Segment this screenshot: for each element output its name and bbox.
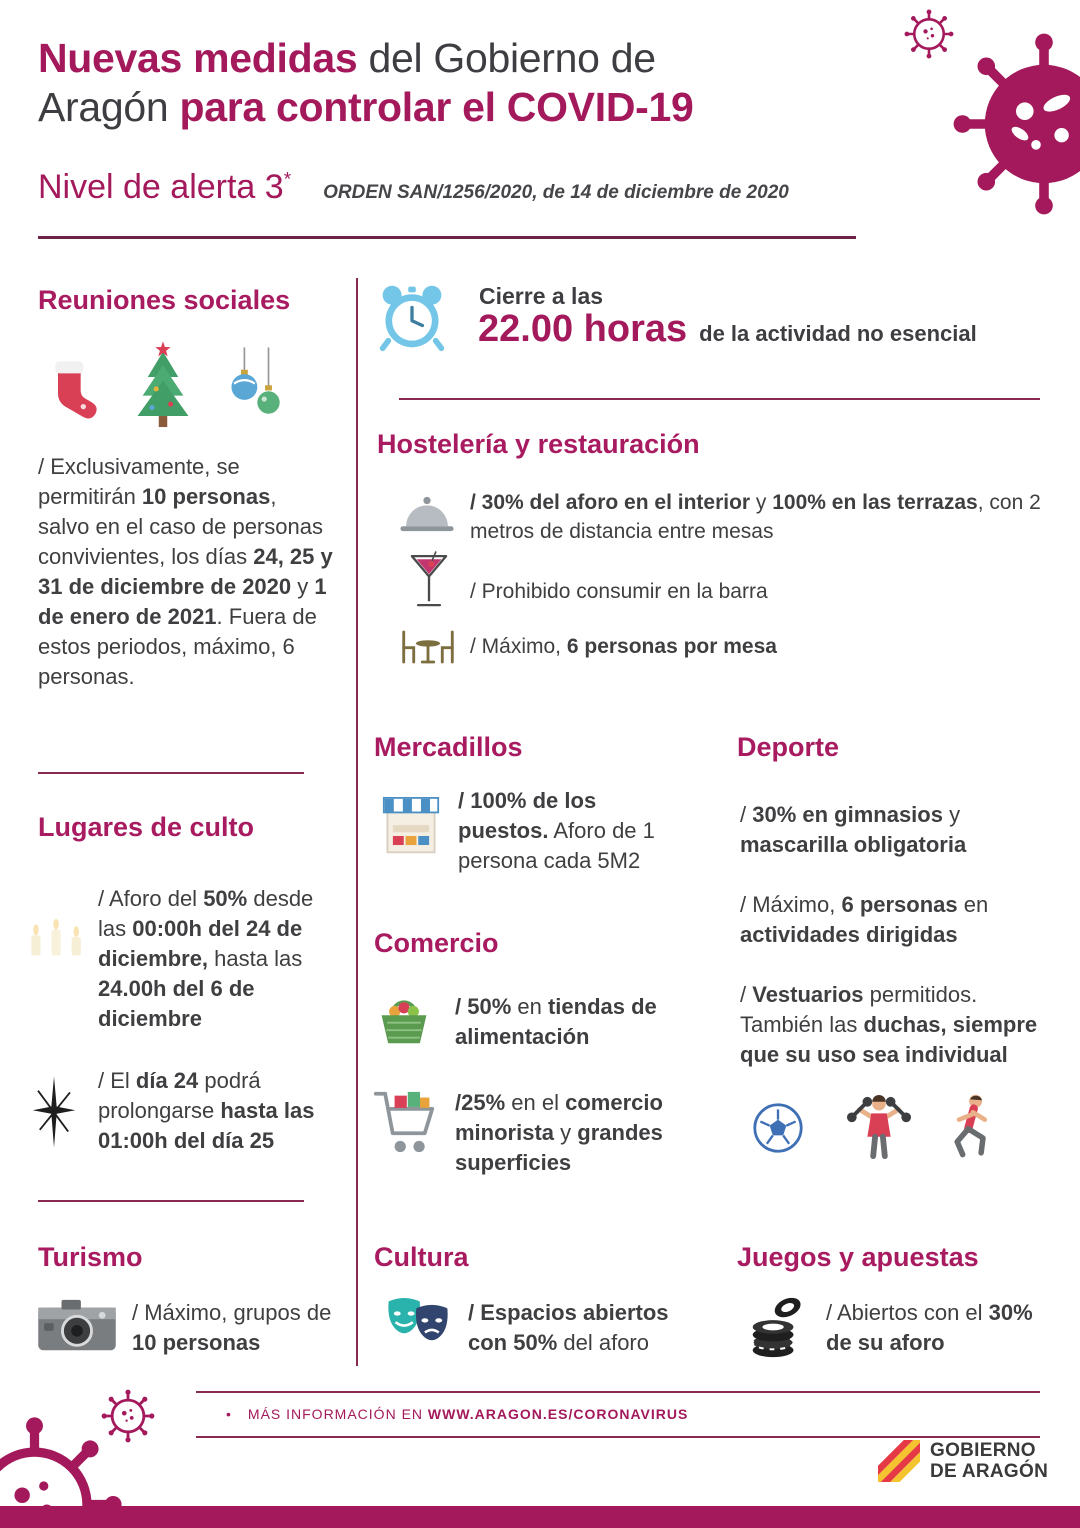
hosteleria-bullet-3: / Máximo, 6 personas por mesa (470, 635, 777, 658)
weightlifting-icon (846, 1092, 912, 1162)
column-divider (356, 278, 358, 1366)
christmas-stocking-icon (42, 345, 98, 431)
mercadillos-heading: Mercadillos (374, 732, 523, 762)
mercadillos-bullet: / 100% de los puestos. Aforo de 1 persona cada 5M2 (458, 788, 655, 873)
footer-info-prefix: MÁS INFORMACIÓN EN (247, 1406, 428, 1422)
food-basket-icon (376, 988, 432, 1050)
title-accent-2: para controlar el COVID-19 (179, 84, 694, 131)
left-divider-1 (38, 772, 304, 774)
table-and-chairs-icon (398, 626, 458, 668)
comercio-bullet-1: / 50% en tiendas de alimentación (455, 994, 657, 1049)
closing-time-suffix: de la actividad no esencial (699, 321, 977, 346)
footer-divider-top (196, 1391, 1040, 1393)
deporte-bullet-1: / 30% en gimnasios y mascarilla obligatoria (740, 802, 967, 857)
aragon-flag-icon (878, 1440, 920, 1482)
star-icon (22, 1072, 86, 1152)
closing-time-row (478, 308, 977, 351)
poker-chips-icon (748, 1292, 804, 1360)
turismo-bullet: / Máximo, grupos de 10 personas (132, 1300, 332, 1355)
footer-info (226, 1406, 688, 1422)
theater-masks-icon (380, 1294, 456, 1352)
mid-divider-1 (399, 398, 1040, 400)
closing-time-value: 22.00 horas (478, 308, 688, 350)
alarm-clock-icon (376, 280, 448, 354)
comercio-heading: Comercio (374, 928, 499, 958)
header-divider (38, 236, 856, 239)
cultura-bullet: / Espacios abiertos con 50% del aforo (468, 1300, 669, 1355)
cultura-heading: Cultura (374, 1242, 469, 1272)
reuniones-paragraph: / Exclusivamente, se permitirán 10 personas, salvo en el caso de personas convivientes, los días 24, 25 y 31 de diciembre de 2020 y 1 de enero de 2021. Fuera de estos periodos, máximo, 6 personas. (38, 454, 333, 689)
deporte-heading: Deporte (737, 732, 840, 762)
logo-line-1: GOBIERNO (930, 1440, 1036, 1461)
alert-level (38, 168, 291, 207)
serving-cloche-icon (398, 492, 456, 538)
hosteleria-heading: Hostelería y restauración (377, 429, 700, 459)
hosteleria-bullet-2: / Prohibido consumir en la barra (470, 580, 768, 603)
deporte-bullet-3: / Vestuarios permitidos. También las duchas, siempre que su uso sea individual (740, 982, 1038, 1067)
bottom-bar (0, 1506, 1080, 1528)
alert-row (38, 168, 789, 207)
footer-divider-bottom (196, 1436, 1040, 1438)
footer-info-link[interactable]: WWW.ARAGON.ES/CORONAVIRUS (427, 1406, 689, 1422)
lugares-bullet-2: / El día 24 podrá prolongarse hasta las 01:00h del día 25 (98, 1068, 315, 1153)
shopping-cart-icon (372, 1084, 436, 1160)
title-rest-1: del Gobierno de (357, 35, 656, 81)
christmas-tree-icon (124, 338, 202, 433)
footer-bullet: • (226, 1406, 232, 1422)
comercio-bullet-2: /25% en el comercio minorista y grandes superficies (455, 1090, 663, 1175)
camera-icon (36, 1294, 118, 1356)
reuniones-heading: Reuniones sociales (38, 285, 291, 315)
soccer-ball-icon (752, 1102, 804, 1154)
coronavirus-icon-large-top (948, 28, 1080, 220)
turismo-heading: Turismo (38, 1242, 143, 1272)
lugares-heading: Lugares de culto (38, 812, 255, 842)
logo-text (930, 1440, 1048, 1483)
title-accent-1: Nuevas medidas (38, 35, 358, 81)
juegos-bullet: / Abiertos con el 30% de su aforo (826, 1300, 1033, 1355)
hosteleria-bullet-1: / 30% del aforo en el interior y 100% en las terrazas, con 2 metros de distancia entre mesas (470, 491, 1041, 543)
running-icon (944, 1092, 998, 1162)
left-divider-2 (38, 1200, 304, 1202)
lugares-bullet-1: / Aforo del 50% desde las 00:00h del 24 de diciembre, hasta las 24.00h del 6 de diciembre (98, 886, 314, 1031)
alert-level-text: Nivel de alerta 3 (38, 168, 284, 206)
juegos-heading: Juegos y apuestas (737, 1242, 979, 1272)
christmas-ornaments-icon (222, 344, 284, 430)
logo-line-2: DE ARAGÓN (930, 1461, 1049, 1483)
cocktail-icon (408, 550, 450, 612)
closing-time-intro: Cierre a las (479, 283, 604, 309)
page-title (38, 34, 888, 132)
gobierno-aragon-logo (878, 1440, 1048, 1483)
order-reference: ORDEN SAN/1256/2020, de 14 de diciembre de 2020 (323, 182, 789, 203)
alert-footnote-mark: * (283, 169, 292, 191)
title-start-2: Aragón (38, 84, 180, 131)
market-stall-icon (382, 792, 440, 860)
candles-icon (24, 918, 90, 960)
deporte-bullet-2: / Máximo, 6 personas en actividades dirigidas (740, 892, 989, 947)
